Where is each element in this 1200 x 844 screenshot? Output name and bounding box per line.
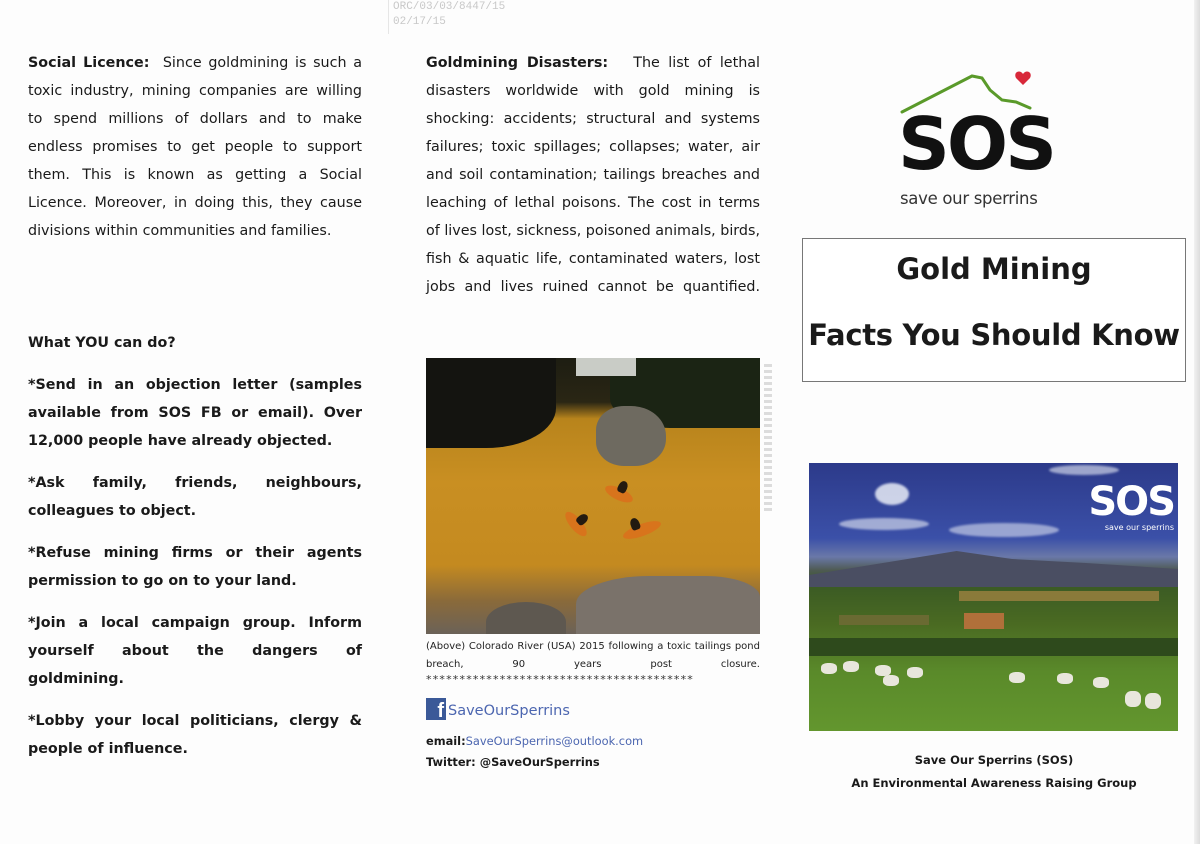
panel-middle (426, 0, 760, 844)
facebook-handle[interactable]: SaveOurSperrins (448, 703, 570, 719)
org-subtitle: An Environmental Awareness Raising Group (851, 776, 1137, 790)
photo-caption: (Above) Colorado River (USA) 2015 following a toxic tailings pond breach, 90 years post closure. (426, 641, 760, 670)
sheep (1057, 673, 1073, 684)
stamp-line-1: ORC/03/03/8447/15 (393, 1, 506, 13)
sperrins-landscape-photo (809, 463, 1178, 731)
cloud (1049, 465, 1119, 475)
photo-trees-left (426, 358, 556, 448)
social-licence-paragraph (28, 49, 362, 245)
photo-rock (486, 602, 566, 634)
twitter-handle[interactable]: Twitter: @SaveOurSperrins (426, 755, 600, 769)
photo-sky (576, 358, 636, 376)
facebook-icon: f (426, 698, 446, 720)
action-item: *Lobby your local politicians, clergy & people of influence. (28, 713, 362, 757)
title-box (802, 238, 1186, 382)
overlay-wordmark: SOS (1088, 479, 1174, 525)
page-edge (1194, 0, 1200, 844)
photo-credit-vertical (764, 364, 772, 514)
sheep (907, 667, 923, 678)
panel-left (28, 0, 362, 844)
separator-stars: **************************************** (426, 674, 694, 686)
email-line (426, 734, 643, 748)
logo-wordmark: SOS (898, 102, 1054, 186)
action-item: *Send in an objection letter (samples available from SOS FB or email). Over 12,000 people have already objected. (28, 377, 362, 449)
sos-logo (898, 68, 1058, 216)
social-licence-section (28, 49, 362, 245)
heart-icon (1015, 71, 1030, 85)
disasters-heading: Goldmining Disasters: (426, 55, 609, 71)
sheep (1125, 691, 1141, 707)
action-item: *Ask family, friends, neighbours, colleagues to object. (28, 475, 362, 519)
hedgerow (809, 638, 1178, 656)
colorado-river-photo (426, 358, 760, 634)
field (839, 615, 929, 625)
title-line-2: Facts You Should Know (808, 318, 1180, 352)
logo-tagline: save our sperrins (900, 189, 1038, 208)
action-item: *Join a local campaign group. Inform yourself about the dangers of goldmining. (28, 615, 362, 687)
mountain-range (809, 547, 1178, 587)
panel-right (800, 0, 1188, 844)
sheep (1145, 693, 1161, 709)
sheep (1093, 677, 1109, 688)
email-link[interactable]: SaveOurSperrins@outlook.com (465, 734, 644, 748)
email-label: email: (426, 734, 466, 748)
title-line-1: Gold Mining (896, 252, 1092, 286)
social-licence-heading: Social Licence: (28, 55, 150, 71)
overlay-tagline: save our sperrins (1104, 523, 1174, 532)
kayak (562, 509, 590, 540)
cloud (875, 483, 909, 505)
disasters-text: The list of lethal disasters worldwide with gold mining is shocking: accidents; structural and systems failures; toxic spillages; collapses; water, air and soil contamination; tailings breaches and leaching of lethal poisons. The cost in terms of lives lost, sickness, poisoned animals, birds, fish & aquatic life, contaminated waters, lost jobs and lives ruined cannot be quantified. (426, 55, 761, 295)
kayak (603, 482, 635, 506)
field (959, 591, 1159, 601)
social-licence-text: Since goldmining is such a toxic industry, mining companies are willing to spend millions of dollars and to make endless promises to get people to support them. This is known as getting a Social Licence. Moreover, in doing this, they cause divisions within communities and families. (28, 55, 362, 239)
sheep (843, 661, 859, 672)
cloud (839, 518, 929, 530)
cloud (949, 523, 1059, 537)
action-item: *Refuse mining firms or their agents permission to go on to your land. (28, 545, 362, 589)
kayak (621, 518, 663, 543)
field (964, 613, 1004, 629)
sheep (883, 675, 899, 686)
disasters-section (426, 49, 760, 301)
disasters-paragraph (426, 49, 760, 301)
action-list (28, 371, 362, 777)
sheep (1009, 672, 1025, 683)
sheep (821, 663, 837, 674)
photo-rock (576, 576, 760, 634)
stamp-line-2: 02/17/15 (393, 16, 446, 28)
org-name: Save Our Sperrins (SOS) (914, 753, 1074, 767)
photo-logo-overlay (1088, 481, 1174, 532)
photo-rock (596, 406, 666, 466)
facebook-link[interactable] (426, 698, 570, 720)
what-you-can-do-heading: What YOU can do? (28, 335, 176, 351)
